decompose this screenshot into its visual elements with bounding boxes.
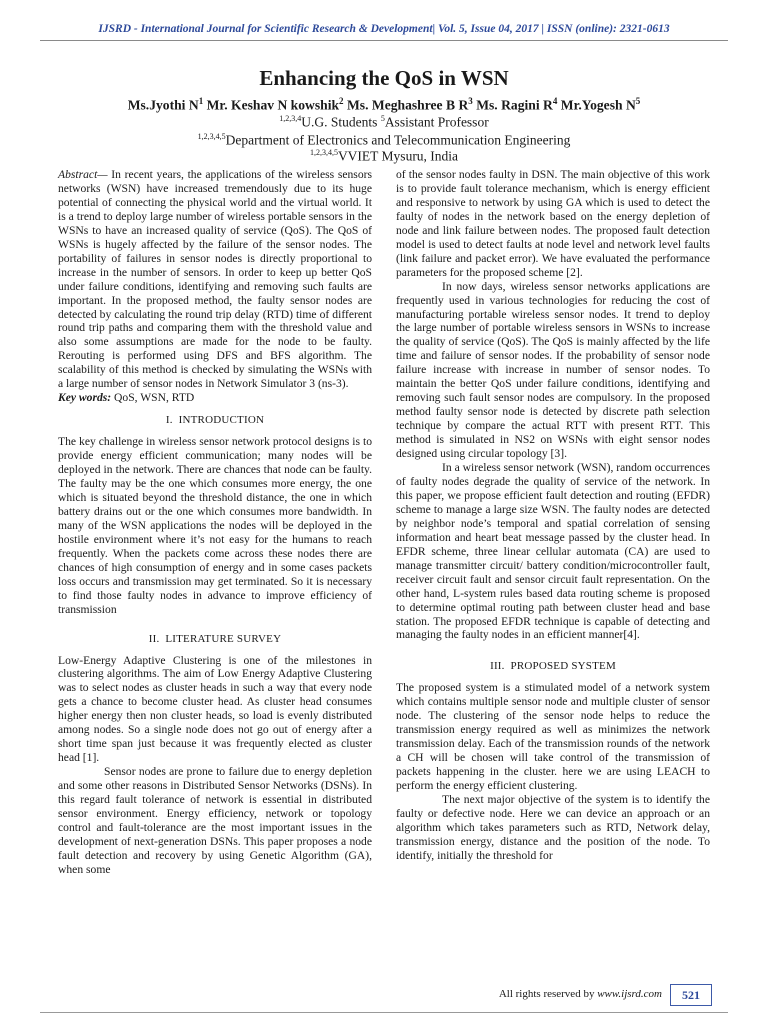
section-number: I. xyxy=(165,414,173,427)
author-list xyxy=(0,96,768,114)
paragraph: In now days, wireless sensor networks applications are frequently used in various technologies for reducing the cost of manufacturing portable wireless sensor nodes. It trend to deploy the large number of portable wireless sensors in WSNs to increase the quality of service (QoS). The QoS is mainly affected by the life time and failure of sensor nodes. If the probability of sensor node failure increase with increase in number of sensor nodes. To maintain the better QoS under failure conditions, identifying and removing such fault sensor nodes are compulsory. In the proposed method faulty sensor node is detected by discrete path selection technique by compare the actual RTT with present RTT. This method is simulated in NS2 on WSNs with eight sensor nodes designed using circular topology [3]. xyxy=(396,279,710,461)
abstract-label: Abstract— xyxy=(58,168,108,181)
affil-role-students: U.G. Students xyxy=(301,114,381,130)
affil-inst: VVIET Mysuru, India xyxy=(337,148,459,164)
paragraph: In a wireless sensor network (WSN), random occurrences of faulty nodes degrade the quality of service of the network. In this paper, we propose efficient fault detection and routing (EFDR) scheme to manage a large size WSN. The faulty nodes are detected by neighbor node’s temporal and spatial correlation of sensing information and heart beat message passed by the cluster head. In EFDR scheme, three linear cellular automata (CA) are used to manage transmitter circuit/ battery condition/microcontroller fault, receiver circuit fault and sensor circuit fault representation. On the other hand, L-system rules based data routing scheme is proposed to determine optimal routing path between cluster head and base station. The proposed EFDR technique is capable of detecting and managing the faulty nodes in an efficient manner[4]. xyxy=(396,461,710,642)
footer-url-link[interactable]: www.ijsrd.com xyxy=(597,988,662,1000)
affiliation-department xyxy=(0,132,768,149)
author-sup: 2 xyxy=(339,96,344,106)
footer-rights-prefix: All rights reserved by xyxy=(498,988,598,1000)
abstract xyxy=(58,168,372,391)
affil-sup: 1,2,3,4,5 xyxy=(309,148,338,157)
paragraph: of the sensor nodes faulty in DSN. The main objective of this work is to provide fault tolerance mechanism, which is energy efficient and responsive to network by using GA which is used to detect the faulty of nodes in the network based on the energy depletion of node and link failure between nodes. The proposed fault detection model is used to detect faults at node level and network level faults (link failure and packet error). We have evaluated the performance parameters for the proposed scheme [2]. xyxy=(396,168,710,279)
author-sup: 4 xyxy=(552,96,558,106)
author-name: Mr. Keshav N kowshik xyxy=(206,97,340,113)
footer-rights xyxy=(499,988,662,1000)
left-column xyxy=(58,168,372,877)
section-number: III. xyxy=(490,660,505,673)
paragraph: The next major objective of the system is to identify the faulty or defective node. Here we can device an approach or an algorithm which takes parameters such as RTD, Network delay, transmission energy, distance and the position of the node. To identify, initially the threshold for xyxy=(396,792,710,862)
affiliation-roles xyxy=(0,114,768,131)
paper-title: Enhancing the QoS in WSN xyxy=(259,66,509,90)
affil-sup: 1,2,3,4 xyxy=(279,114,302,123)
section-title: LITERATURE SURVEY xyxy=(165,632,282,645)
affil-sup: 5 xyxy=(380,114,385,123)
right-column xyxy=(396,168,710,863)
keywords-text: QoS, WSN, RTD xyxy=(111,391,195,405)
section-number: II. xyxy=(148,632,160,645)
author-name: Mr.Yogesh N xyxy=(560,97,636,113)
affil-role-professor: Assistant Professor xyxy=(384,114,489,130)
author-name: Ms. Meghashree B R xyxy=(346,97,469,113)
author-name: Ms. Ragini R xyxy=(476,97,553,113)
section-heading-proposed-system xyxy=(396,660,710,674)
section-title: PROPOSED SYSTEM xyxy=(510,660,616,673)
paragraph: Sensor nodes are prone to failure due to energy depletion and some other reasons in Distributed Sensor Networks (DSNs). In this regard fault tolerance of network is essential in distributed sensor environment. Energy efficiency, network or topology control and fault-tolerance are the most important issues in the development of next-generation DSNs. This paper proposes a node fault detection and recovery by using Genetic Algorithm (GA), when some xyxy=(58,765,372,876)
section-heading-literature-survey xyxy=(58,633,372,647)
journal-header: IJSRD - International Journal for Scientific Research & Development| Vol. 5, Issue 04, 2017 | ISSN (online): 2321-0613 xyxy=(98,23,670,35)
section-heading-introduction xyxy=(58,414,372,428)
author-sup: 5 xyxy=(635,96,641,106)
keywords-label: Key words: xyxy=(58,391,112,405)
paragraph: Low-Energy Adaptive Clustering is one of the milestones in clustering algorithms. The aim of Low Energy Adaptive Clustering was to select nodes as cluster heads in such a way that every node gets a chance to become cluster head. As cluster head consumes higher energy then non cluster heads, so load is evenly distributed among nodes. So a single node does not go out of energy after a short time span just because it was frequently elected as cluster head [1]. xyxy=(58,653,372,765)
author-sup: 3 xyxy=(468,96,473,106)
author-sup: 1 xyxy=(198,96,204,106)
affil-dept: Department of Electronics and Telecommunication Engineering xyxy=(225,132,571,148)
author-name: Ms.Jyothi N xyxy=(127,97,199,113)
paragraph: The proposed system is a stimulated model of a network system which contains multiple sensor node and multiple cluster of sensor node. The clustering of the sensor node helps to reduce the transmission energy required as well as minimizes the network transmission delay. Each of the transmission rounds of the network a CH will be chosen will take control of the transmission of packets happening in the cluster. here we are using LEACH to perform the energy efficient clustering. xyxy=(396,681,710,793)
page-number: 521 xyxy=(670,984,712,1006)
section-title: INTRODUCTION xyxy=(178,414,265,427)
footer-rule xyxy=(40,1012,728,1013)
paragraph: The key challenge in wireless sensor network protocol designs is to provide energy efficient communication; many nodes will be deployed in the network. There are chances that node can be faulty. The faulty may be the one which consumes more energy, the one which is situated beyond the threshold distance, the one in which battery drains out or the one which consumes more bandwidth. In many of the WSN applications the nodes will be deployed in the hostile environment where it’s not easy for the humans to reach frequently. When the packets come across these nodes there are chances of high consumption of energy and in some cases packets loss occurs and transmission may get terminated. So it is necessary to find those faulty nodes in advance to improve efficiency of transmission xyxy=(58,435,372,616)
keywords xyxy=(58,391,372,405)
header-rule xyxy=(40,40,728,41)
affil-sup: 1,2,3,4,5 xyxy=(197,132,226,141)
abstract-text: In recent years, the applications of the wireless sensors networks (WSN) have increased tremendously due to its huge potential of connecting the physical world and the virtual world. It is a trend to deploy large number of wireless portable sensors in the WSNs to have an increased quality of service (QoS). The QoS of WSNs is hugely affected by the failure of the sensor nodes. The portability of failures in sensor nodes is directly proportional to increase in the number of sensors. In order to keep up better QoS under failure conditions, identifying and removing such faults are important. In the proposed method, the faulty sensor nodes are detected by calculating the round trip delay (RTD) time of different round trip paths and comparing them with the threshold value and also some assumptions are made for the node to be faulty. Rerouting is performed using DFS and BFS algorithm. The scalability of this method is checked by simulating the WSNs with a large number of sensor nodes in Network Simulator 3 (ns-3). xyxy=(58,168,372,391)
affiliation-institute xyxy=(0,148,768,165)
